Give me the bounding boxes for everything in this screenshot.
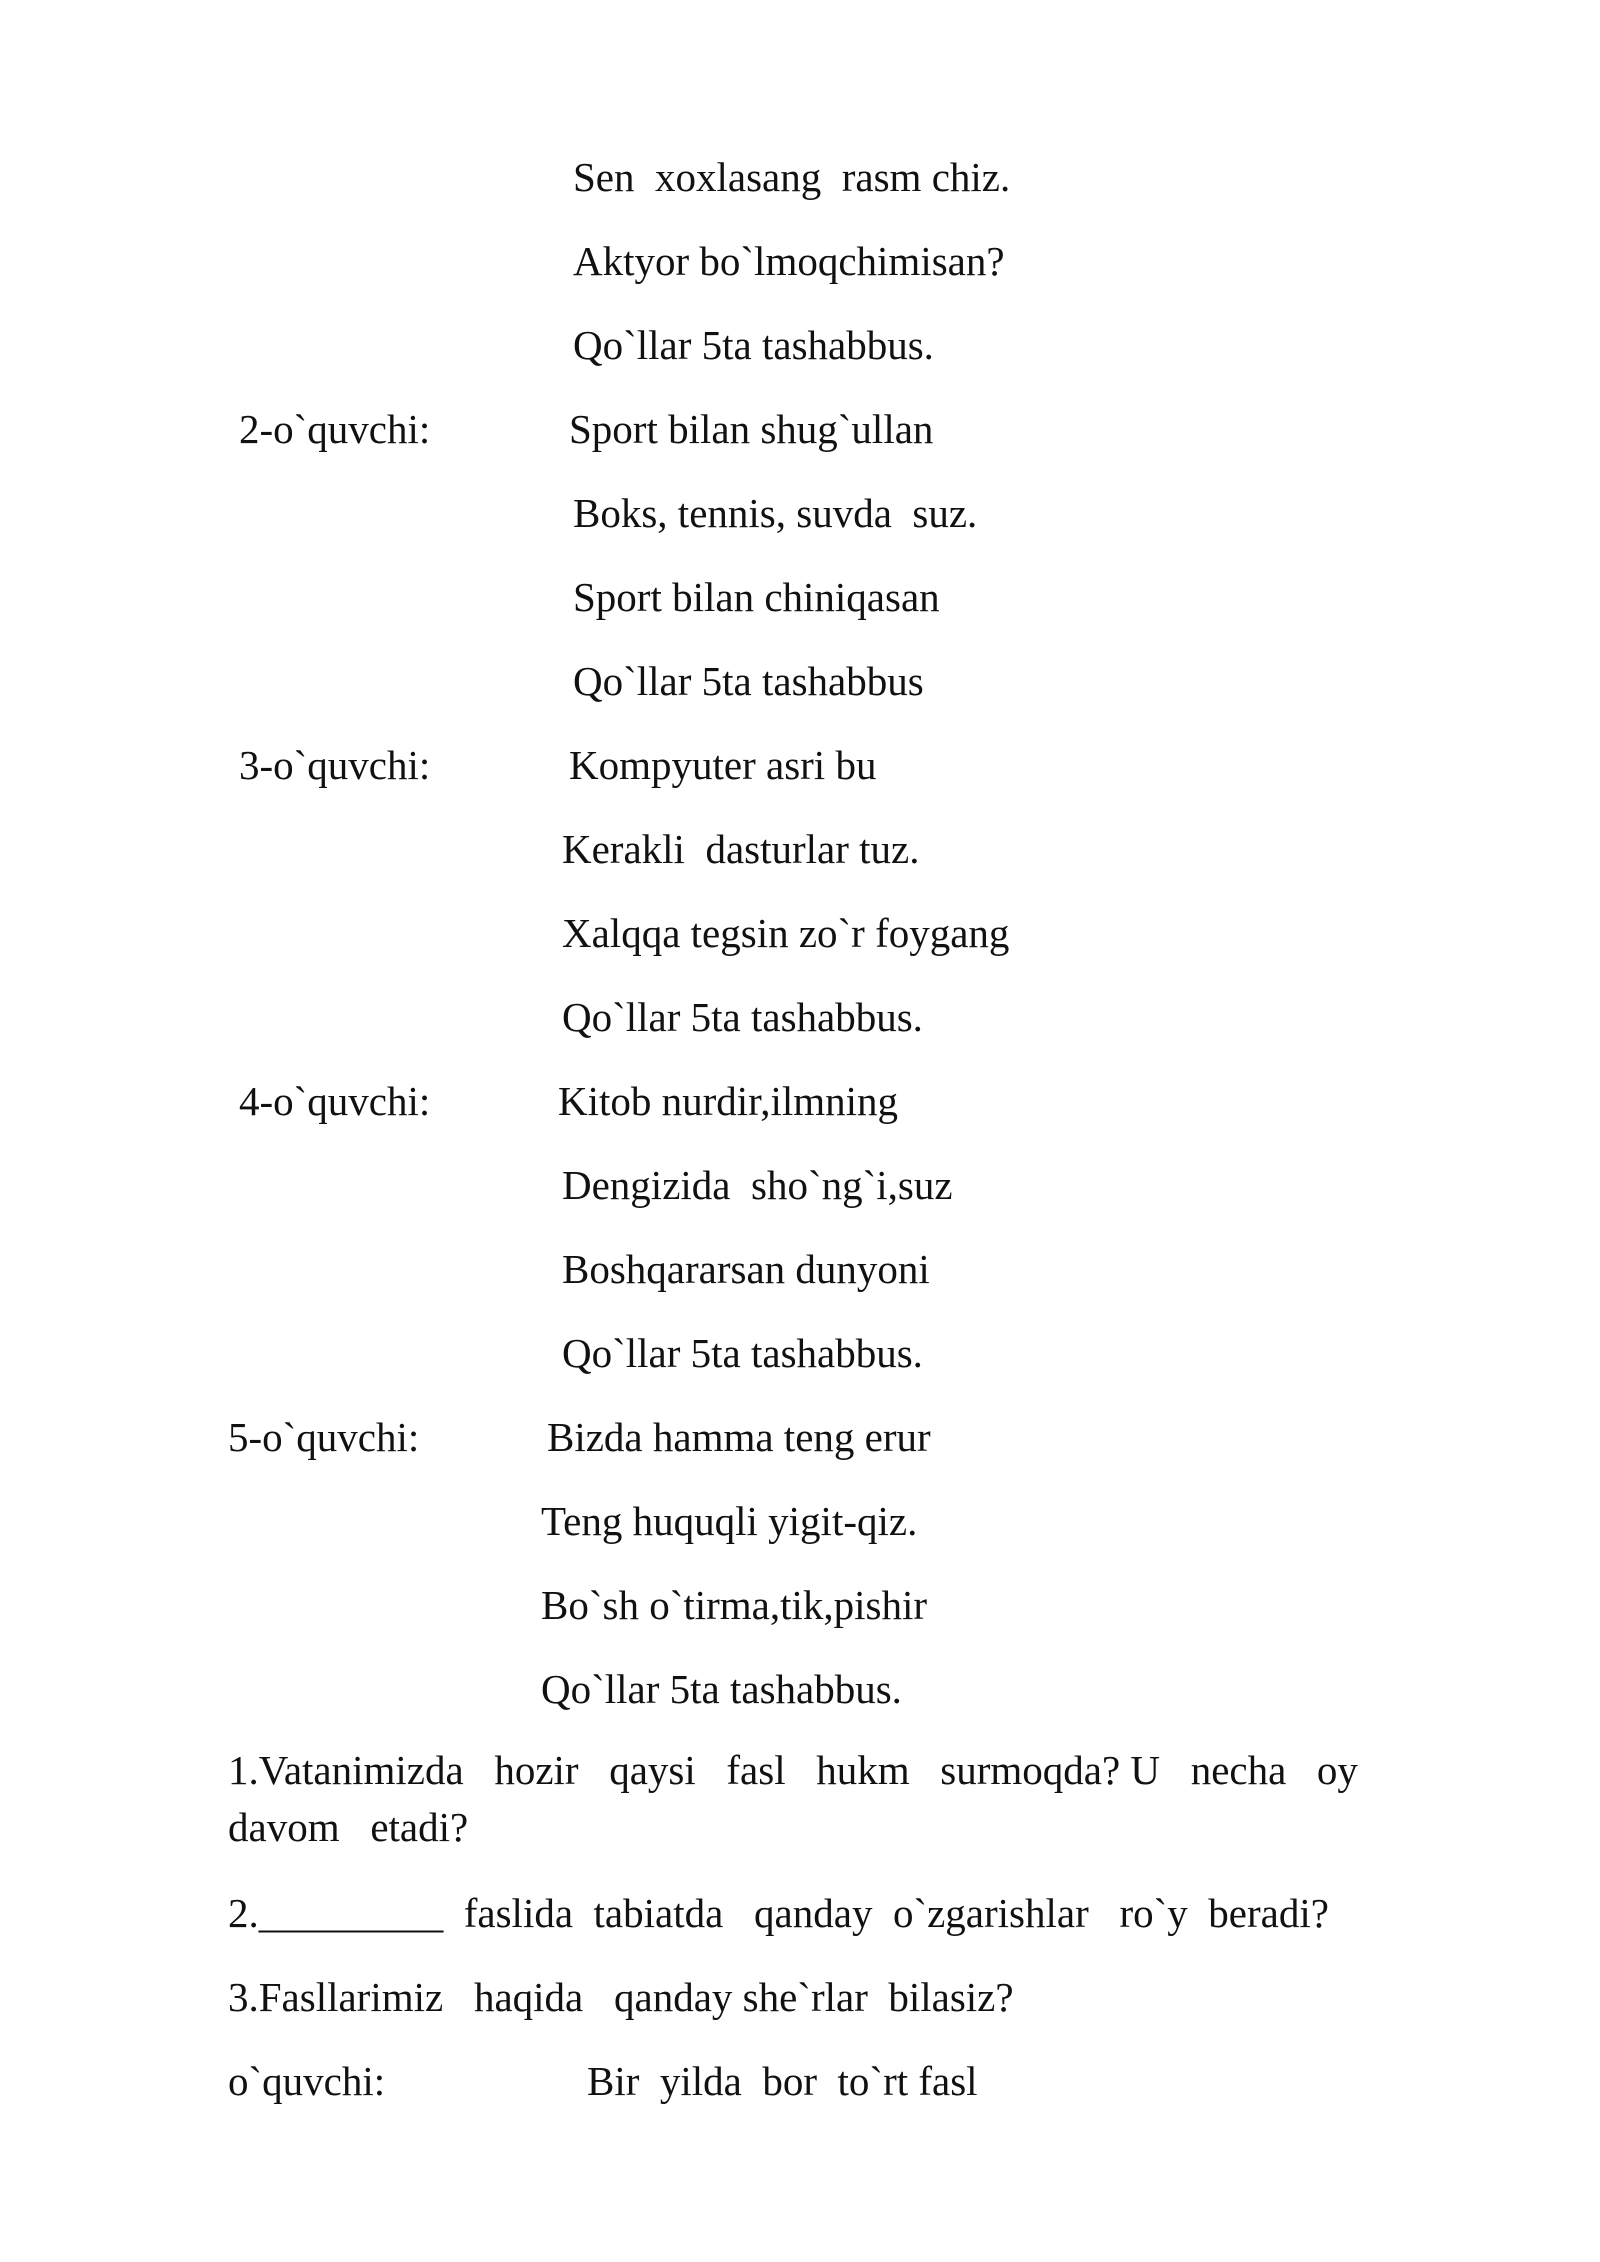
poem-line: Sport bilan chiniqasan xyxy=(573,574,940,620)
question-word: surmoqda? U xyxy=(940,1747,1161,1793)
poem-line: Bizda hamma teng erur xyxy=(547,1414,931,1460)
poem-line: Xalqqa tegsin zo`r foygang xyxy=(562,910,1010,956)
poem-line: Aktyor bo`lmoqchimisan? xyxy=(573,238,1005,284)
poem-line: Dengizida sho`ng`i,suz xyxy=(562,1162,953,1208)
poem-line: Boshqararsan dunyoni xyxy=(562,1246,930,1292)
poem-line: Kompyuter asri bu xyxy=(569,742,877,788)
poem-line: Qo`llar 5ta tashabbus. xyxy=(573,322,934,368)
speaker-label: 4-o`quvchi: xyxy=(239,1078,431,1124)
question-1-continuation: davom etadi? xyxy=(228,1804,469,1850)
question-word: hozir xyxy=(494,1747,579,1793)
poem-line: Qo`llar 5ta tashabbus. xyxy=(562,1330,923,1376)
poem-line: Teng huquqli yigit-qiz. xyxy=(541,1498,918,1544)
poem-line: Qo`llar 5ta tashabbus xyxy=(573,658,924,704)
poem-line: Qo`llar 5ta tashabbus. xyxy=(562,994,923,1040)
question-word: oy xyxy=(1316,1747,1358,1793)
poem-line: Qo`llar 5ta tashabbus. xyxy=(541,1666,902,1712)
question-word: qaysi xyxy=(609,1747,696,1793)
poem-line: Sen xoxlasang rasm chiz. xyxy=(573,154,1011,200)
question-2: 2._________ faslida tabiatda qanday o`zgarishlar ro`y beradi? xyxy=(228,1890,1329,1936)
speaker-label: 2-o`quvchi: xyxy=(239,406,431,452)
question-word: hukm xyxy=(816,1747,910,1793)
question-word: fasl xyxy=(726,1747,786,1793)
speaker-label: 5-o`quvchi: xyxy=(228,1414,420,1460)
poem-line: Kerakli dasturlar tuz. xyxy=(562,826,920,872)
question-3: 3.Fasllarimiz haqida qanday she`rlar bilasiz? xyxy=(228,1974,1014,2020)
question-word: 1.Vatanimizda xyxy=(228,1747,464,1793)
speaker-label: o`quvchi: xyxy=(228,2058,386,2104)
poem-line: Boks, tennis, suvda suz. xyxy=(573,490,978,536)
poem-line: Bo`sh o`tirma,tik,pishir xyxy=(541,1582,928,1628)
poem-line: Bir yilda bor to`rt fasl xyxy=(587,2058,978,2104)
poem-line: Sport bilan shug`ullan xyxy=(569,406,934,452)
question-1 xyxy=(228,1745,1358,1795)
question-word: necha xyxy=(1190,1747,1287,1793)
speaker-label: 3-o`quvchi: xyxy=(239,742,431,788)
poem-line: Kitob nurdir,ilmning xyxy=(558,1078,899,1124)
